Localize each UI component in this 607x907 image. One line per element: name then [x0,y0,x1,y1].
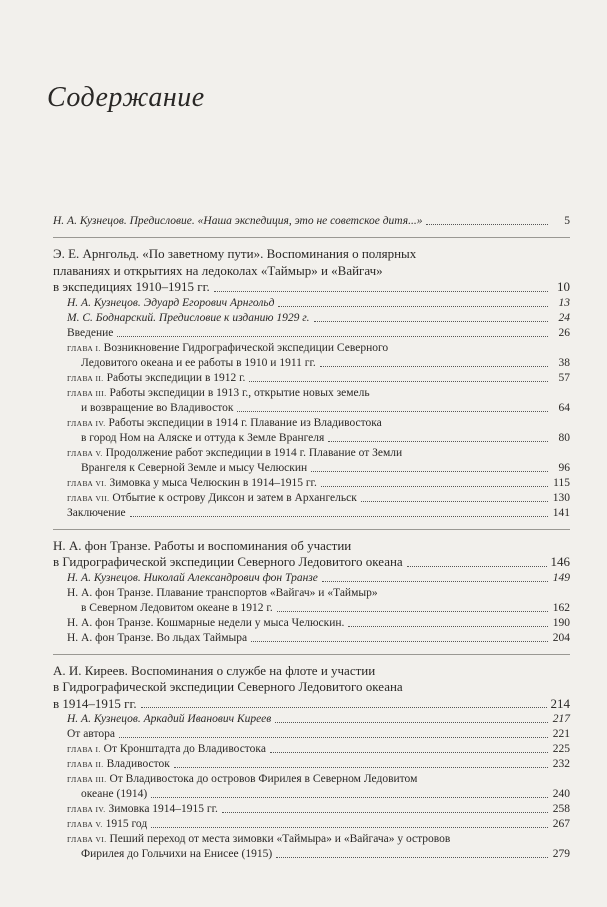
entry-page: 38 [558,356,570,369]
entry-text [67,727,115,742]
entry-page: 149 [552,571,570,584]
entry-label: Н. А. фон Транзе. Кошмарные недели у мыса Челюскин. [67,616,345,629]
section-heading-line: в Гидрографической экспедиции Северного Ледовитого океана [53,679,403,694]
leader-dots [130,516,548,517]
entry-text [67,326,113,341]
leader-dots [322,581,548,582]
entry-page: 217 [552,713,570,725]
entry-label: и возвращение во Владивосток [81,401,234,414]
toc-entry[interactable] [53,847,570,862]
entry-label: Заключение [67,506,126,519]
entry-label: Владивосток [106,758,170,770]
leader-dots [222,812,548,813]
entry-page: 258 [552,803,570,815]
leader-dots [251,641,548,642]
entry-page: 141 [552,506,570,519]
entry-page: 279 [552,848,570,860]
entry-text [67,757,170,772]
entry-label: М. С. Боднарский. Предисловие к изданию 1929 г. [67,311,310,324]
entry-page: 225 [552,743,570,755]
entry-label: От автора [67,728,115,740]
toc-entry[interactable] [53,727,570,742]
section-divider [53,529,570,530]
entry-page: 5 [564,215,570,227]
entry-label: Зимовка у мыса Челюскин в 1914–1915 гг. [109,476,317,489]
entry-page: 267 [552,818,570,830]
entry-label: Продолжение работ экспедиции в 1914 г. Плавание от Земли [105,446,403,459]
section-heading[interactable] [53,696,570,713]
leader-dots [249,381,548,382]
section-heading[interactable] [53,554,570,571]
chapter-number: ГЛАВА IV. [67,418,106,428]
entry-page: 80 [558,431,570,444]
entry-label: Возникновение Гидрографической экспедиции Северного [103,341,389,354]
entry-page: 146 [550,554,570,569]
section-heading-line: в 1914–1915 гг. [53,695,137,711]
entry-label: Н. А. фон Транзе. Плавание транспортов «Вайгач» и «Таймыр» [67,586,378,599]
entry-text [67,802,218,817]
section-arngold [53,246,570,521]
section-transe [53,538,570,646]
entry-label: Работы экспедиции в 1914 г. Плавание из Владивостока [108,416,382,429]
toc-entry[interactable] [53,787,570,802]
entry-page: 57 [558,371,570,384]
entry-label: в Северном Ледовитом океане в 1912 г. [81,601,273,614]
section-heading-line: А. И. Киреев. Воспоминания о службе на флоте и участии [53,662,376,678]
entry-label: в город Ном на Аляске и оттуда к Земле Врангеля [81,431,325,444]
entry-page: 13 [558,296,570,309]
entry-text [81,431,324,446]
section-heading-line: плаваниях и открытиях на ледоколах «Таймыр» и «Вайгач» [53,262,383,278]
section-heading-line: Н. А. фон Транзе. Работы и воспоминания об участии [53,537,352,553]
entry-label: Врангеля к Северной Земле и мысу Челюскин [81,461,308,474]
toc-entry[interactable] [53,712,570,727]
entry-label: Работы экспедиции в 1912 г. [106,371,246,384]
leader-dots [141,707,547,708]
entry-text [81,787,147,802]
leader-dots [237,411,548,412]
chapter-number: ГЛАВА III. [67,388,107,398]
leader-dots [328,441,548,442]
entry-text [53,554,403,571]
toc-entry[interactable] [53,601,570,616]
leader-dots [275,722,548,723]
chapter-number: ГЛАВА I. [67,343,101,353]
entry-label: Работы экспедиции в 1913 г., открытие новых земель [109,386,370,399]
toc-entry-line [53,772,570,787]
entry-text [67,571,318,586]
leader-dots [214,291,548,292]
entry-text [53,696,137,713]
entry-label: Фирилея до Гольчихи на Енисее (1915) [81,848,273,860]
toc-entry[interactable] [53,742,570,757]
leader-dots [348,626,548,627]
toc-entry-line [53,586,570,601]
entry-label: океане (1914) [81,788,148,800]
section-kireev [53,663,570,863]
entry-text [67,817,147,832]
leader-dots [151,827,548,828]
entry-label: «Наша экспедиция, это не советское дитя...» [197,215,423,227]
section-heading-line: в Гидрографической экспедиции Северного Ледовитого океана [53,554,403,569]
entry-text [67,506,126,521]
entry-page: 232 [552,758,570,770]
leader-dots [270,752,548,753]
toc-entry[interactable] [53,311,570,326]
chapter-number: ГЛАВА I. [67,745,101,754]
chapter-number: ГЛАВА VII. [67,493,110,503]
toc-entry-line [53,416,570,431]
leader-dots [321,486,548,487]
leader-dots [277,611,548,612]
leader-dots [119,737,548,738]
leader-dots [276,857,548,858]
entry-page: 130 [552,491,570,504]
entry-label: Н. А. фон Транзе. Во льдах Таймыра [67,631,248,644]
toc-entry-line [53,446,570,461]
entry-text [67,311,310,326]
entry-text [81,461,307,476]
toc-entry[interactable] [53,326,570,341]
chapter-number: ГЛАВА IV. [67,805,106,814]
leader-dots [320,366,548,367]
entry-label: От Владивостока до островов Фирилея в Северном Ледовитом [109,773,418,785]
entry-text [81,601,273,616]
section-heading-line: в экспедициях 1910–1915 гг. [53,279,210,294]
entry-label: Н. А. Кузнецов. Аркадий Иванович Киреев [67,713,272,725]
entry-page: 240 [552,788,570,800]
entry-page: 10 [557,279,570,294]
leader-dots [174,767,548,768]
entry-text [53,279,210,296]
leader-dots [311,471,548,472]
leader-dots [278,306,548,307]
toc-entry[interactable] [53,506,570,521]
leader-dots [314,321,549,322]
entry-text [67,476,317,491]
entry-text [67,712,271,727]
entry-text [67,616,344,631]
entry-page: 64 [558,401,570,414]
section-divider [53,237,570,238]
toc-entry[interactable] [53,371,570,386]
entry-page: 24 [558,311,570,324]
entry-page: 26 [558,326,570,339]
toc-entry[interactable] [53,356,570,371]
section-heading[interactable] [53,279,570,296]
entry-label: Н. А. Кузнецов. Эдуард Егорович Арнгольд [67,296,275,309]
entry-label: Ледовитого океана и ее работы в 1910 и 1911 гг. [81,356,316,369]
table-of-contents [53,214,570,862]
chapter-number: ГЛАВА II. [67,760,104,769]
entry-label: Зимовка 1914–1915 гг. [108,803,218,815]
entry-page: 96 [558,461,570,474]
entry-text [81,356,316,371]
entry-text [67,631,247,646]
entry-label: Н. А. Кузнецов. Николай Александрович фон Транзе [67,571,318,584]
section-heading-line: Э. Е. Арнгольд. «По заветному пути». Воспоминания о полярных [53,246,417,261]
toc-entry-line [53,386,570,401]
toc-entry-line [53,341,570,356]
toc-entry[interactable] [53,461,570,476]
entry-text [67,742,266,757]
entry-text [81,401,233,416]
toc-entry[interactable] [53,802,570,817]
entry-text [67,296,274,311]
toc-entry[interactable] [53,431,570,446]
entry-page: 190 [552,616,570,629]
leader-dots [361,501,548,502]
toc-entry[interactable] [53,817,570,832]
toc-entry[interactable] [53,476,570,491]
chapter-number: ГЛАВА VI. [67,835,107,844]
entry-page: 214 [550,695,570,711]
entry-text [67,491,357,506]
toc-entry[interactable] [53,296,570,311]
entry-label: От Кронштадта до Владивостока [103,743,266,755]
chapter-number: ГЛАВА V. [67,820,103,829]
toc-entry[interactable] [53,631,570,646]
chapter-number: ГЛАВА II. [67,373,104,383]
leader-dots [117,336,548,337]
toc-entry-intro[interactable] [53,214,570,229]
entry-label: Отбытие к острову Диксон и затем в Архангельск [112,491,357,504]
section-divider [53,654,570,655]
toc-entry[interactable] [53,401,570,416]
entry-page: 162 [552,601,570,614]
entry-page: 204 [552,631,570,644]
page-title: Содержание [47,82,205,113]
chapter-number: ГЛАВА VI. [67,478,107,488]
entry-page: 221 [552,728,570,740]
leader-dots [426,224,548,225]
entry-label: Пеший переход от места зимовки «Таймыра» и «Вайгача» у островов [109,833,451,845]
entry-page: 115 [553,476,570,489]
leader-dots [151,797,548,798]
entry-author: Н. А. Кузнецов. Предисловие. [53,215,195,227]
entry-label: Введение [67,326,114,339]
entry-label: 1915 год [105,818,148,830]
toc-entry[interactable] [53,616,570,631]
toc-entry[interactable] [53,571,570,586]
entry-text [67,371,245,386]
chapter-number: ГЛАВА III. [67,775,107,784]
chapter-number: ГЛАВА V. [67,448,103,458]
toc-entry[interactable] [53,491,570,506]
entry-text [81,847,272,862]
leader-dots [407,566,547,567]
toc-entry[interactable] [53,757,570,772]
toc-entry-line [53,832,570,847]
